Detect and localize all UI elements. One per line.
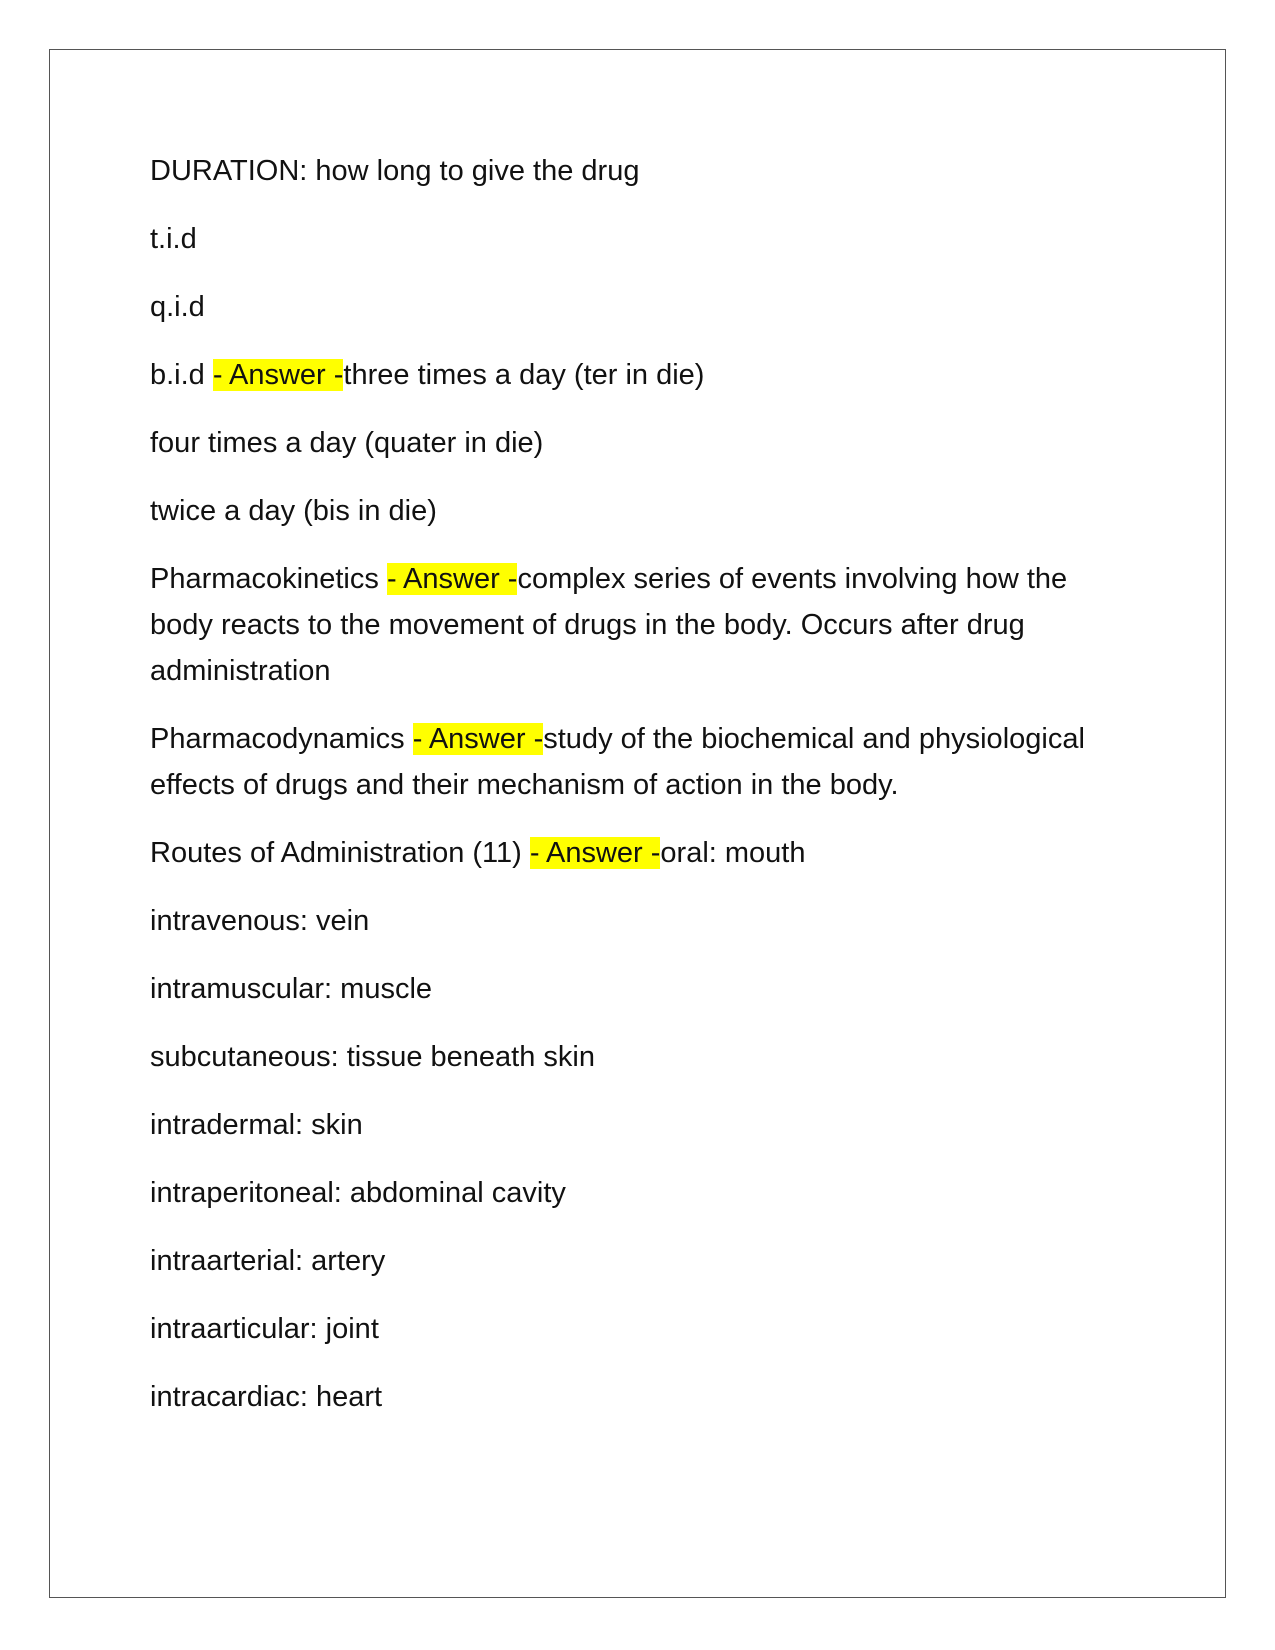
definition-text: study of the biochemical and physiological effects of drugs and their mechanism of action in the body. [150, 723, 1085, 801]
text-line-intraarterial [150, 1238, 1130, 1284]
definition-text: oral: mouth [660, 837, 806, 869]
term-text: intramuscular: muscle [150, 973, 433, 1005]
answer-highlight: - Answer - [212, 359, 344, 391]
term-text: four times a day (quater in die) [150, 427, 544, 459]
text-line-duration [150, 148, 1130, 194]
definition-text: three times a day (ter in die) [343, 359, 705, 391]
text-line-intramuscular [150, 966, 1130, 1012]
text-line-bid [150, 352, 1130, 398]
term-text: Pharmacokinetics [150, 563, 387, 595]
term-text: Pharmacodynamics [150, 723, 413, 755]
text-line-twice [150, 488, 1130, 534]
text-line-four-times [150, 420, 1130, 466]
term-text: t.i.d [150, 223, 197, 255]
text-line-subcutaneous [150, 1034, 1130, 1080]
term-text: intraarterial: artery [150, 1245, 386, 1277]
text-line-pharmacokinetics [150, 556, 1130, 694]
term-text: intracardiac: heart [150, 1381, 383, 1413]
definition-text: complex series of events involving how the body reacts to the movement of drugs in the body. Occurs after drug administration [150, 563, 1068, 687]
text-line-intradermal [150, 1102, 1130, 1148]
term-text: subcutaneous: tissue beneath skin [150, 1041, 595, 1073]
term-text: intraperitoneal: abdominal cavity [150, 1177, 566, 1209]
term-text: DURATION: how long to give the drug [150, 155, 640, 187]
answer-highlight: - Answer - [529, 837, 661, 869]
text-line-intracardiac [150, 1374, 1130, 1420]
text-line-qid [150, 284, 1130, 330]
term-text: intravenous: vein [150, 905, 370, 937]
term-text: q.i.d [150, 291, 205, 323]
answer-highlight: - Answer - [412, 723, 544, 755]
text-line-intravenous [150, 898, 1130, 944]
term-text: b.i.d [150, 359, 213, 391]
text-line-intraarticular [150, 1306, 1130, 1352]
text-line-tid [150, 216, 1130, 262]
term-text: twice a day (bis in die) [150, 495, 437, 527]
answer-highlight: - Answer - [386, 563, 518, 595]
text-line-routes [150, 830, 1130, 876]
text-line-pharmacodynamics [150, 716, 1130, 808]
document-body [150, 148, 1130, 1442]
term-text: Routes of Administration (11) [150, 837, 530, 869]
term-text: intraarticular: joint [150, 1313, 379, 1345]
text-line-intraperitoneal [150, 1170, 1130, 1216]
term-text: intradermal: skin [150, 1109, 363, 1141]
